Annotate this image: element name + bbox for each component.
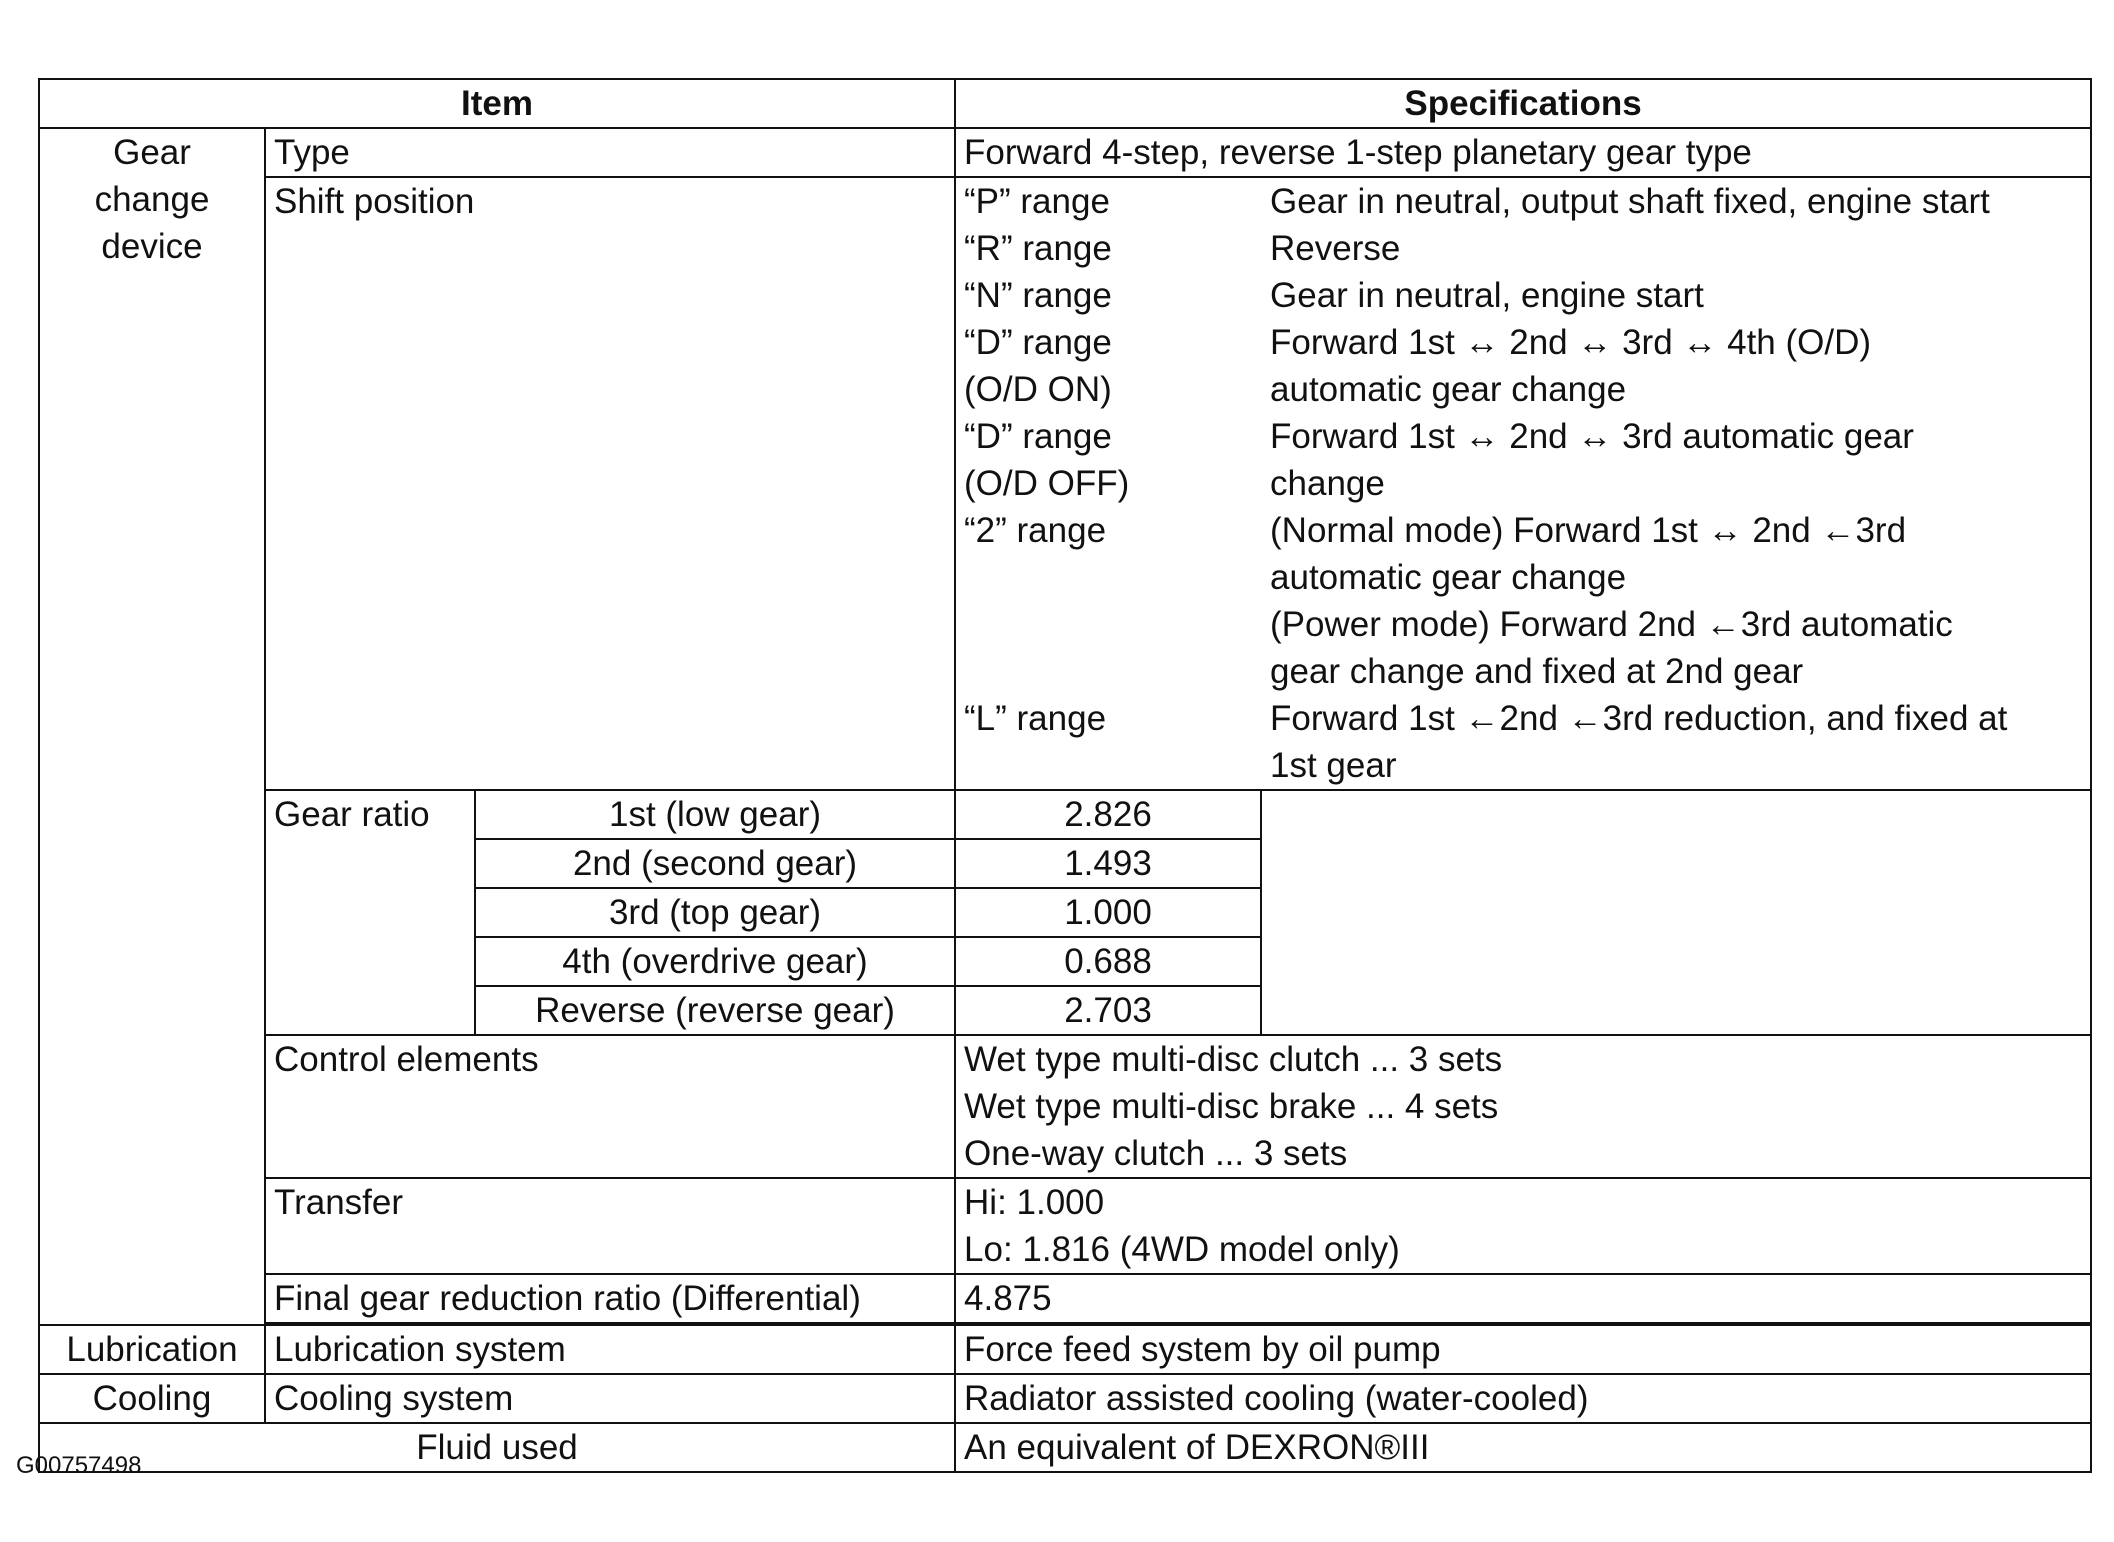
gear-ratios-cell <box>955 790 1261 1035</box>
header-specifications: Specifications <box>955 79 2091 128</box>
type-value: Forward 4-step, reverse 1-step planetary gear type <box>955 128 2091 177</box>
gear-names-cell <box>475 790 955 1035</box>
gear-ratio-value: 2.703 <box>1064 991 1152 1030</box>
row-fluid <box>39 1423 2091 1472</box>
control-elements-value: Wet type multi-disc clutch ... 3 sets Wet type multi-disc brake ... 4 sets One-way clutch ... 3 sets <box>955 1035 2091 1178</box>
shift-range-description: Forward 1st ←2nd ←3rd reduction, and fixed at <box>1270 699 2008 738</box>
gear-names-table <box>476 791 954 1034</box>
gear-ratio-blank <box>1261 790 2091 1035</box>
gear-ratio-value: 0.688 <box>956 937 1260 986</box>
gear-ratios-table <box>956 791 1260 1034</box>
row-final-gear <box>39 1274 2091 1323</box>
shift-position-label: Shift position <box>265 177 955 790</box>
category-gear-change-device: Gear change device <box>39 128 265 1325</box>
row-gear-ratio <box>39 790 2091 1035</box>
shift-range-name <box>964 742 1270 789</box>
shift-range-name <box>964 554 1270 601</box>
shift-range-description: gear change and fixed at 2nd gear <box>1270 652 1804 691</box>
shift-range-description: (Normal mode) Forward 1st ↔ 2nd ←3rd <box>1270 511 1907 550</box>
shift-range-description: Forward 1st ↔ 2nd ↔ 3rd ↔ 4th (O/D) <box>1270 323 1872 362</box>
gear-name: 4th (overdrive gear) <box>476 937 954 986</box>
row-type <box>39 128 2091 177</box>
row-lubrication <box>39 1325 2091 1374</box>
shift-range-list <box>964 178 2082 789</box>
fluid-label: Fluid used <box>39 1423 955 1472</box>
gear-ratio-value: 2.826 <box>956 791 1260 839</box>
shift-range-description: automatic gear change <box>1270 370 1627 409</box>
shift-range-name: “D” range <box>964 323 1112 362</box>
shift-range-description: automatic gear change <box>1270 558 1627 597</box>
row-control-elements <box>39 1035 2091 1178</box>
row-cooling <box>39 1374 2091 1423</box>
shift-range-name <box>964 601 1270 648</box>
gear-name: Reverse (reverse gear) <box>535 991 895 1030</box>
final-gear-value: 4.875 <box>955 1274 2091 1323</box>
cooling-value: Radiator assisted cooling (water-cooled) <box>955 1374 2091 1423</box>
shift-range-name: (O/D ON) <box>964 370 1112 409</box>
row-transfer <box>39 1178 2091 1274</box>
gear-name: 2nd (second gear) <box>476 839 954 888</box>
gear-name: 3rd (top gear) <box>476 888 954 937</box>
final-gear-label: Final gear reduction ratio (Differential) <box>265 1274 955 1323</box>
gear-name: 1st (low gear) <box>476 791 954 839</box>
header-row <box>39 79 2091 128</box>
fluid-value: An equivalent of DEXRON®III <box>955 1423 2091 1472</box>
shift-range-description: 1st gear <box>1270 746 1397 785</box>
category-lubrication: Lubrication <box>39 1325 265 1374</box>
row-shift-position <box>39 177 2091 790</box>
lubrication-value: Force feed system by oil pump <box>955 1325 2091 1374</box>
control-elements-label: Control elements <box>265 1035 955 1178</box>
shift-position-value <box>955 177 2091 790</box>
shift-range-name <box>964 648 1270 695</box>
figure-code: G00757498 <box>16 1452 142 1479</box>
shift-range-description: Reverse <box>1270 229 1401 268</box>
shift-range-description: Gear in neutral, output shaft fixed, engine start <box>1270 182 1990 221</box>
shift-range-description: Forward 1st ↔ 2nd ↔ 3rd automatic gear <box>1270 417 1914 456</box>
shift-range-description: change <box>1270 464 1385 503</box>
shift-range-name: “P” range <box>964 182 1110 221</box>
header-item: Item <box>39 79 955 128</box>
shift-range-name: “R” range <box>964 229 1112 268</box>
shift-range-name: “L” range <box>964 699 1107 738</box>
shift-range-description: Gear in neutral, engine start <box>1270 276 1704 315</box>
transfer-value: Hi: 1.000 Lo: 1.816 (4WD model only) <box>955 1178 2091 1274</box>
lubrication-label: Lubrication system <box>265 1325 955 1374</box>
gear-ratio-label: Gear ratio <box>265 790 475 1035</box>
category-cooling: Cooling <box>39 1374 265 1423</box>
cooling-label: Cooling system <box>265 1374 955 1423</box>
gear-ratio-value: 1.000 <box>956 888 1260 937</box>
type-label: Type <box>265 128 955 177</box>
specifications-table <box>38 78 2092 1473</box>
transfer-label: Transfer <box>265 1178 955 1274</box>
shift-range-description: (Power mode) Forward 2nd ←3rd automatic <box>1270 605 1953 644</box>
shift-range-name: “2” range <box>964 511 1107 550</box>
gear-ratio-value: 1.493 <box>956 839 1260 888</box>
shift-range-name: (O/D OFF) <box>964 464 1130 503</box>
shift-range-name: “D” range <box>964 417 1112 456</box>
shift-range-name: “N” range <box>964 276 1112 315</box>
